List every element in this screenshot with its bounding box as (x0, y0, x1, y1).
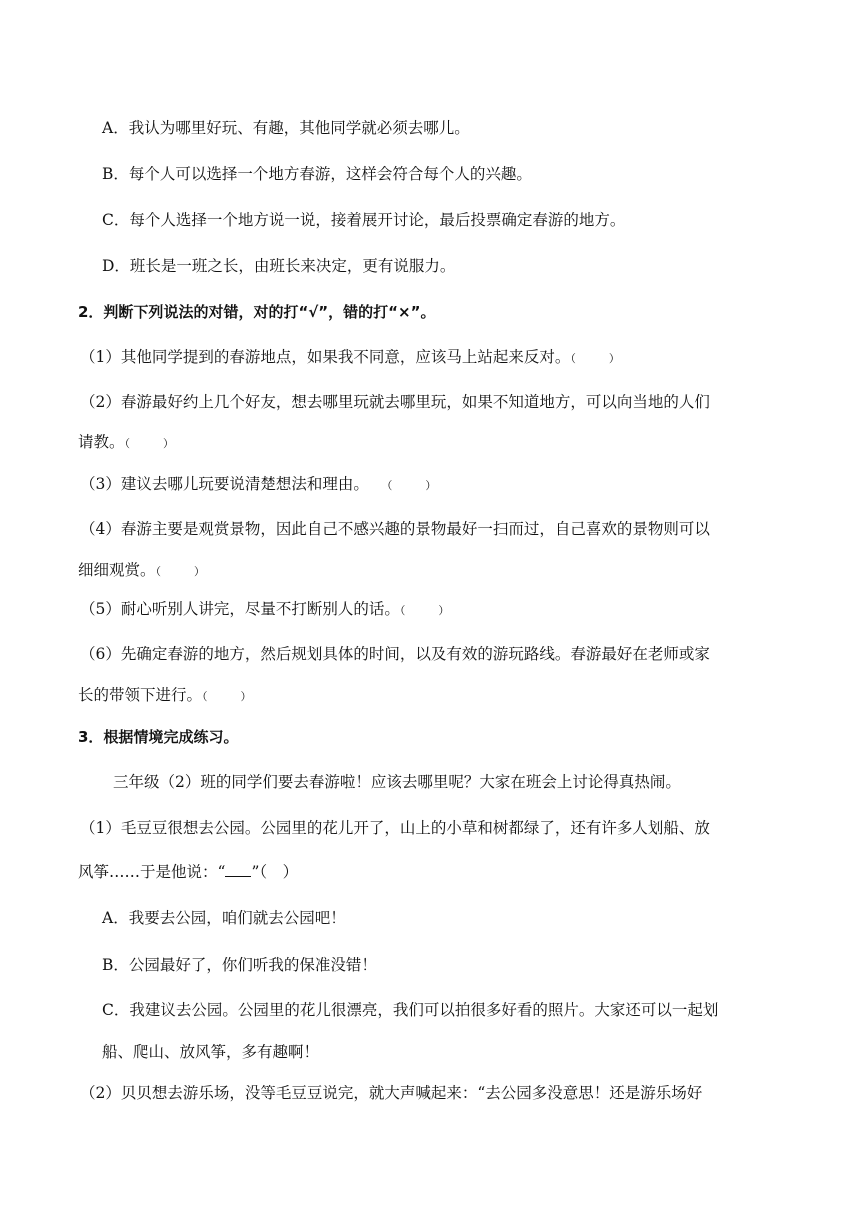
q2-item-6-text: 长的带领下进行。 (78, 686, 203, 704)
q1-option-b: B．每个人可以选择一个地方春游，这样会符合每个人的兴趣。 (102, 165, 532, 183)
answer-paren[interactable]: （ ） (202, 690, 252, 703)
q2-item-5-text: （5）耐心听别人讲完，尽量不打断别人的话。 (80, 600, 400, 618)
q1-option-d: D．班长是一班之长，由班长来决定，更有说服力。 (102, 257, 456, 275)
q2-item-4-line1: （4）春游主要是观赏景物，因此自己不感兴趣的景物最好一扫而过，自己喜欢的景物则可以 (80, 520, 710, 538)
q3-sub2-line1: （2）贝贝想去游乐场，没等毛豆豆说完，就大声喊起来：“去公园多没意思！还是游乐场好 (80, 1084, 703, 1102)
q2-item-3-text: （3）建议去哪儿玩要说清楚想法和理由。 (80, 475, 369, 493)
answer-paren[interactable]: （ ） (386, 479, 437, 492)
q2-item-6-line1: （6）先确定春游的地方，然后规划具体的时间，以及有效的游玩路线。春游最好在老师或家 (80, 645, 710, 663)
q2-item-4-line2 (78, 560, 205, 582)
answer-paren[interactable]: （ ） (155, 565, 206, 578)
answer-paren[interactable]: （ ） (399, 604, 450, 617)
q3-sub1-line2 (78, 862, 298, 882)
q1-option-c: C．每个人选择一个地方说一说，接着展开讨论，最后投票确定春游的地方。 (102, 211, 626, 229)
q3-option-c-line1: C．我建议去公园。公园里的花儿很漂亮，我们可以拍很多好看的照片。大家还可以一起划 (102, 1001, 719, 1019)
q3-title: 3．根据情境完成练习。 (78, 728, 239, 746)
q2-item-2-line1: （2）春游最好约上几个好友，想去哪里玩就去哪里玩，如果不知道地方，可以向当地的人们 (80, 393, 710, 411)
q2-item-1-text: （1）其他同学提到的春游地点，如果我不同意，应该马上站起来反对。 (80, 348, 571, 366)
answer-paren[interactable]: （ ） (570, 352, 620, 365)
q2-item-6-line2 (78, 685, 252, 707)
q3-sub1-text: 风筝……于是他说：“ (78, 863, 226, 881)
q2-item-3 (80, 474, 436, 496)
q3-intro: 三年级（2）班的同学们要去春游啦！应该去哪里呢？大家在班会上讨论得真热闹。 (113, 773, 681, 791)
q3-option-c-line2: 船、爬山、放风筝，多有趣啊！ (102, 1043, 320, 1061)
q2-item-5 (80, 599, 449, 621)
q2-item-1 (80, 347, 620, 369)
q2-title: 2．判断下列说法的对错，对的打“√”，错的打“×”。 (78, 303, 436, 321)
q2-item-2-text: 请教。 (78, 433, 125, 451)
q2-item-4-text: 细细观赏。 (78, 561, 156, 579)
q3-sub1-line1: （1）毛豆豆很想去公园。公园里的花儿开了，山上的小草和树都绿了，还有许多人划船、放 (80, 819, 710, 837)
answer-blank[interactable] (225, 862, 251, 877)
q3-sub1-choice: ”（ ） (251, 863, 299, 881)
q3-option-a: A．我要去公园，咱们就去公园吧！ (102, 909, 346, 927)
q3-option-b: B．公园最好了，你们听我的保准没错！ (102, 956, 377, 974)
q1-option-a: A．我认为哪里好玩、有趣，其他同学就必须去哪儿。 (102, 119, 470, 137)
answer-paren[interactable]: （ ） (124, 437, 175, 450)
q2-item-2-line2 (78, 432, 174, 454)
